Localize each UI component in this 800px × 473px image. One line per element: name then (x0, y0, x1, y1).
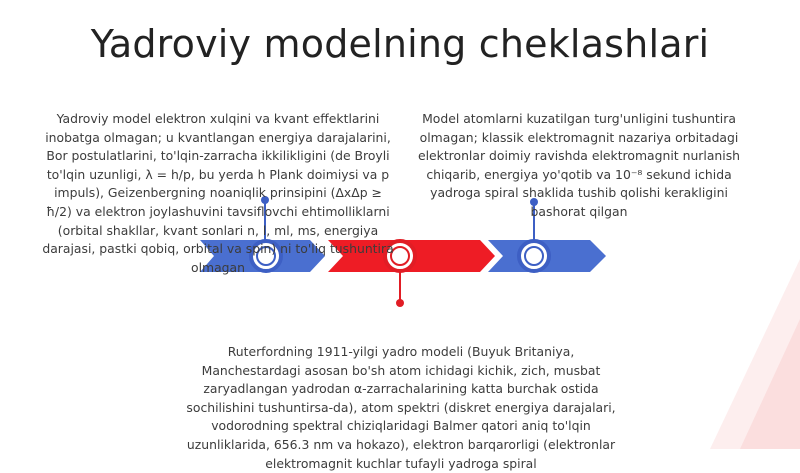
text-block-left: Yadroviy model elektron xulqini va kvant effektlarini inobatga olmagan; u kvantlangan energiya darajalarini, Bor postulatlarini, to'lqin-zarracha ikkilikligini (de Broyli to'lqin uzunligi, λ = h/p, bu yerda h Plank doimiysi va p impuls), Geizenbergning noaniqlik prinsipini (ΔxΔp ≥ ħ/2) va elektron joylashuvini tavsiflovchi ehtimolliklarni (orbital shakllar, kvant sonlari n, l, ml, ms, energiya darajasi, pastki qobiq, orbital va spin) ni to'liq tushuntira olmagan (42, 111, 394, 275)
text-block-right: Model atomlarni kuzatilgan turg'unligini tushuntira olmagan; klassik elektromagnit nazariya orbitadagi elektronlar doimiy ravishda elektromagnit nurlanish chiqarib, energiya yo'qotib va 10⁻⁸ sekund ichida yadroga spiral shaklida tushib qolishi kerakligini bashorat qilgan (417, 111, 741, 219)
slide-title: Yadroviy modelning cheklashlari (90, 22, 710, 66)
connector-dot-bottom (396, 299, 404, 307)
text-block-bottom: Ruterfordning 1911-yilgi yadro modeli (Buyuk Britaniya, Manchestardagi asosan bo'sh atom ichidagi kichik, zich, musbat zaryadlangan yadrodan α-zarrachalarining katta burchak ostida sochilishini tushuntirsa-da), atom spektri (diskret energiya darajalari, vodorodning spektral chiziqlaridagi Balmer qatori aniq to'lqin uzunliklarida, 656.3 nm va hokazo), elektron barqarorligi (elektronlar elektromagnit kuchlar tufayli yadroga spiral (186, 344, 616, 471)
